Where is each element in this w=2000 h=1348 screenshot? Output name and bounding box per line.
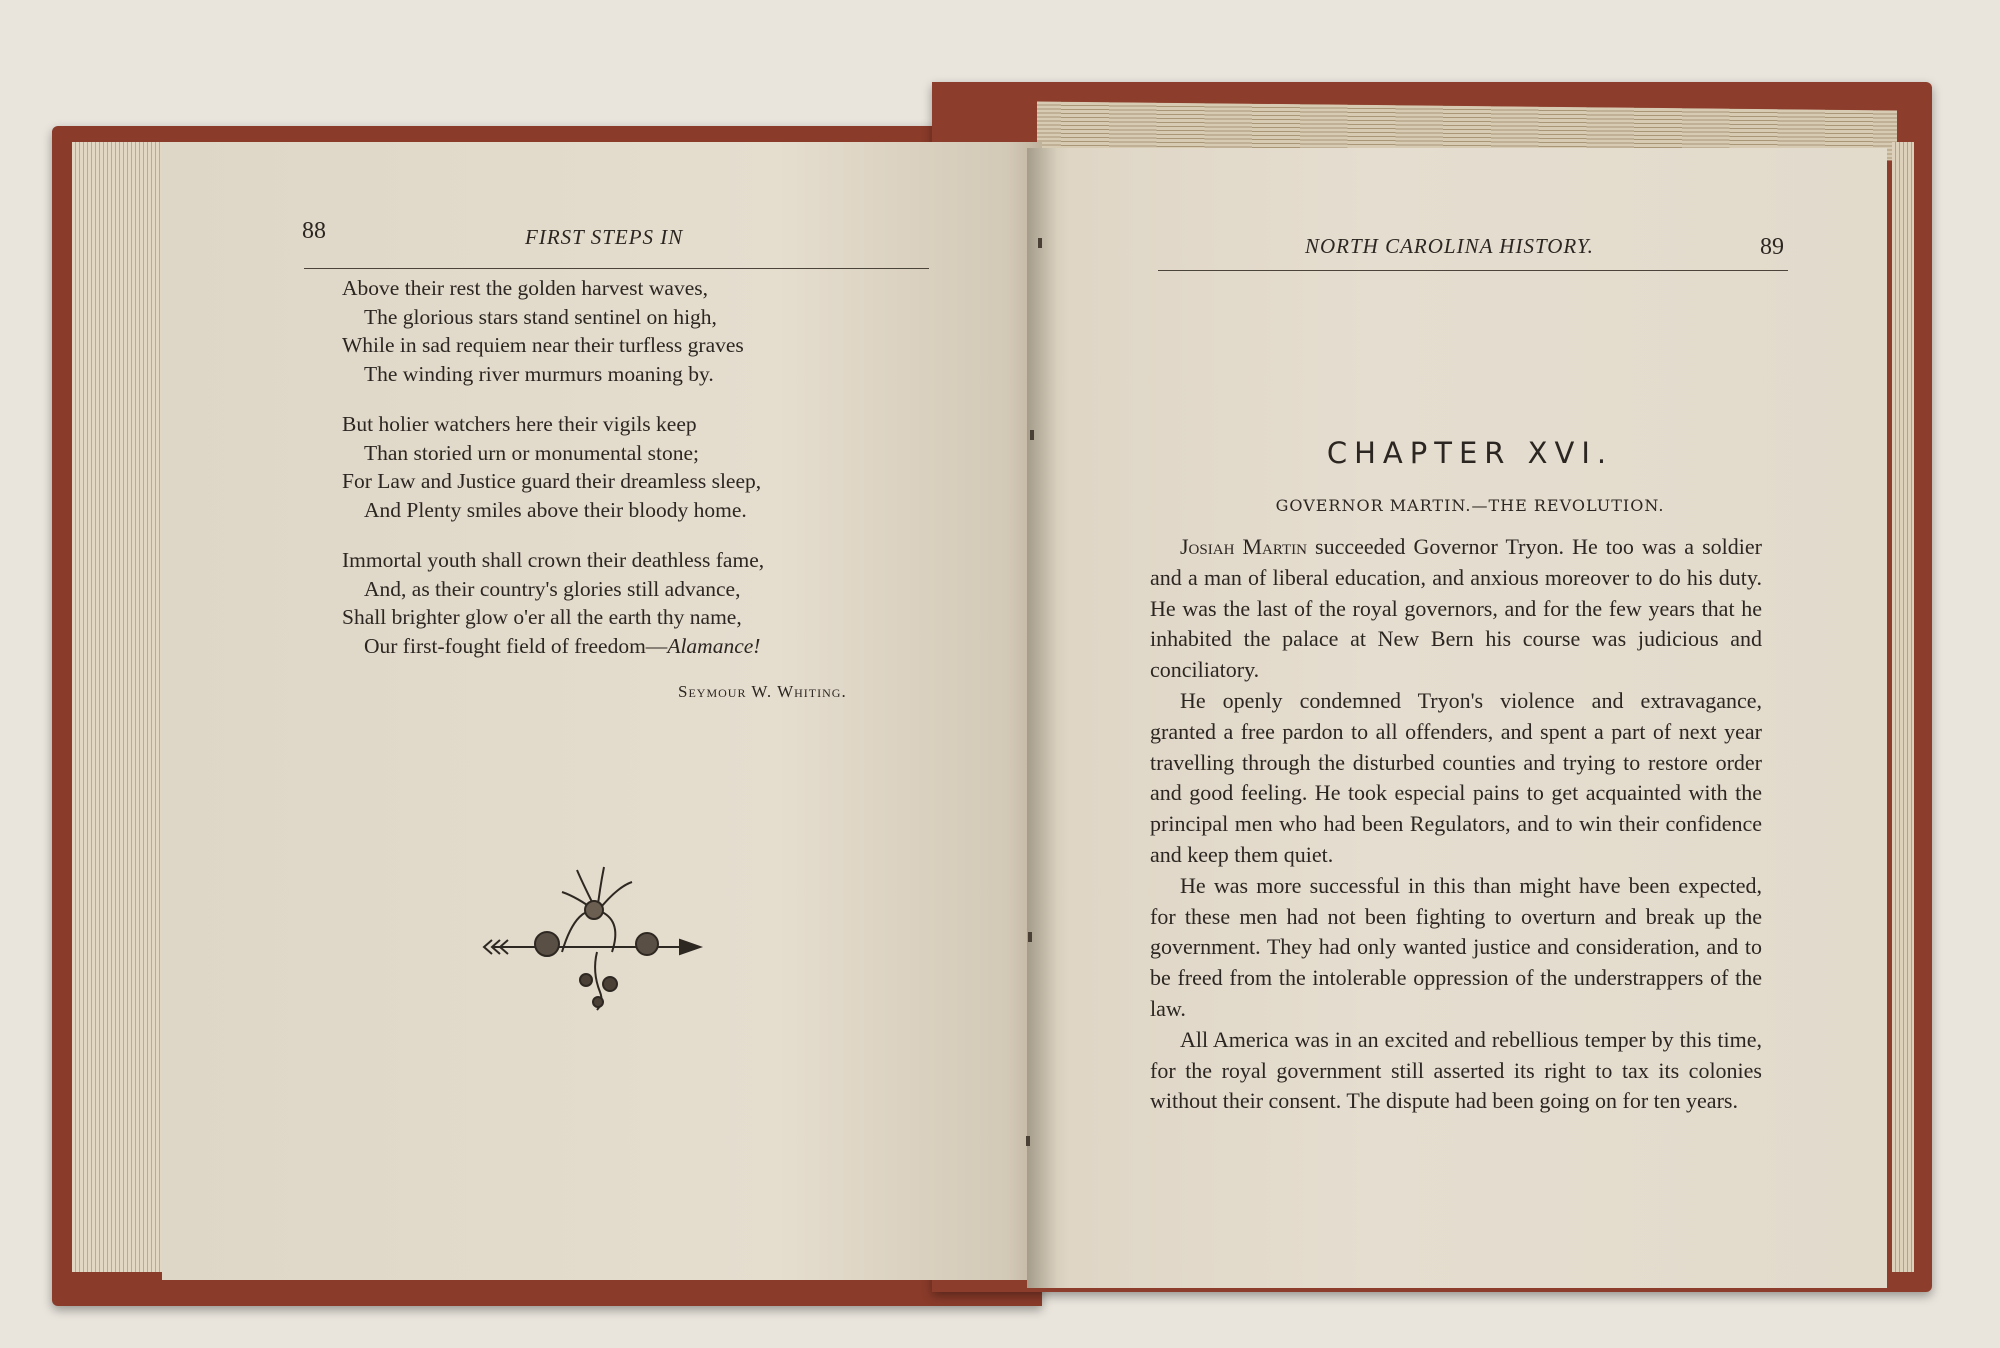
binding-stitch: [1038, 238, 1042, 248]
poem-signature: [678, 682, 847, 702]
poem-line: Than storied urn or monumental stone;: [364, 440, 699, 465]
paragraph-1: [1150, 532, 1762, 686]
paragraph-3: He was more successful in this than might have been expected, for these men had not been fighting to overturn and break up the government. They had only wanted justice and consideration, and to be freed from the intolerable oppression of the understrappers of the law.: [1150, 872, 1762, 1021]
binding-stitch: [1028, 932, 1032, 942]
right-header-rule: [1158, 270, 1788, 271]
binding-stitch: [1026, 1136, 1030, 1146]
left-header-rule: [304, 268, 929, 269]
left-running-head: FIRST STEPS IN: [525, 225, 684, 249]
chapter-subtitle: GOVERNOR MARTIN.—THE REVOLUTION.: [1275, 496, 1665, 515]
poem-line: And Plenty smiles above their bloody home.: [364, 497, 747, 522]
paragraph-1-text: succeeded Governor Tryon. He too was a soldier and a man of liberal education, and anxious moreover to do his duty. He was the last of the royal governors, and for the few years that he inhabited the palace at New Bern his course was judicious and conciliatory.: [1150, 534, 1762, 683]
book-gutter: [1027, 148, 1057, 1288]
arrow-flower-ornament-icon: [482, 862, 712, 1012]
chapter-title: CHAPTER XVI.: [1326, 436, 1614, 470]
poem-line: And, as their country's glories still advance,: [364, 576, 741, 601]
poem: [342, 274, 982, 682]
poem-line: While in sad requiem near their turfless graves: [342, 333, 744, 357]
poem-last-line: [342, 632, 982, 661]
right-running-head: NORTH CAROLINA HISTORY.: [1305, 234, 1594, 258]
poem-stanza-1: [342, 274, 982, 388]
right-page-number: 89: [1760, 234, 1784, 260]
signature-text: Seymour W. Whiting.: [678, 682, 847, 701]
poem-stanza-3: [342, 546, 982, 660]
paragraph-4: All America was in an excited and rebellious temper by this time, for the royal government still asserted its right to tax its colonies without their consent. The dispute had been going on for ten years.: [1150, 1026, 1762, 1114]
poem-line: But holier watchers here their vigils keep: [342, 412, 697, 436]
poem-line: The winding river murmurs moaning by.: [364, 361, 714, 386]
poem-stanza-2: [342, 410, 982, 524]
binding-stitch: [1030, 430, 1034, 440]
opening-words: Josiah Martin: [1180, 534, 1307, 559]
poem-line: Above their rest the golden harvest waves,: [342, 276, 708, 300]
poem-last-word: Alamance!: [667, 633, 761, 658]
poem-line: Our first-fought field of freedom—: [364, 633, 668, 658]
left-page-number: 88: [302, 218, 326, 244]
poem-line: The glorious stars stand sentinel on high,: [364, 304, 717, 329]
paragraph-2: He openly condemned Tryon's violence and extravagance, granted a free pardon to all offenders, and spent a part of next year travelling through the disturbed counties and trying to restore order and good feeling. He took especial pains to get acquainted with the principal men who had been Regulators, and to win their confidence and keep them quiet.: [1150, 687, 1762, 867]
poem-line: Immortal youth shall crown their deathless fame,: [342, 548, 765, 572]
chapter-body: [1150, 532, 1762, 1117]
poem-line: For Law and Justice guard their dreamless sleep,: [342, 469, 762, 493]
page-edges-right: [1892, 142, 1914, 1272]
poem-line: Shall brighter glow o'er all the earth thy name,: [342, 605, 742, 629]
